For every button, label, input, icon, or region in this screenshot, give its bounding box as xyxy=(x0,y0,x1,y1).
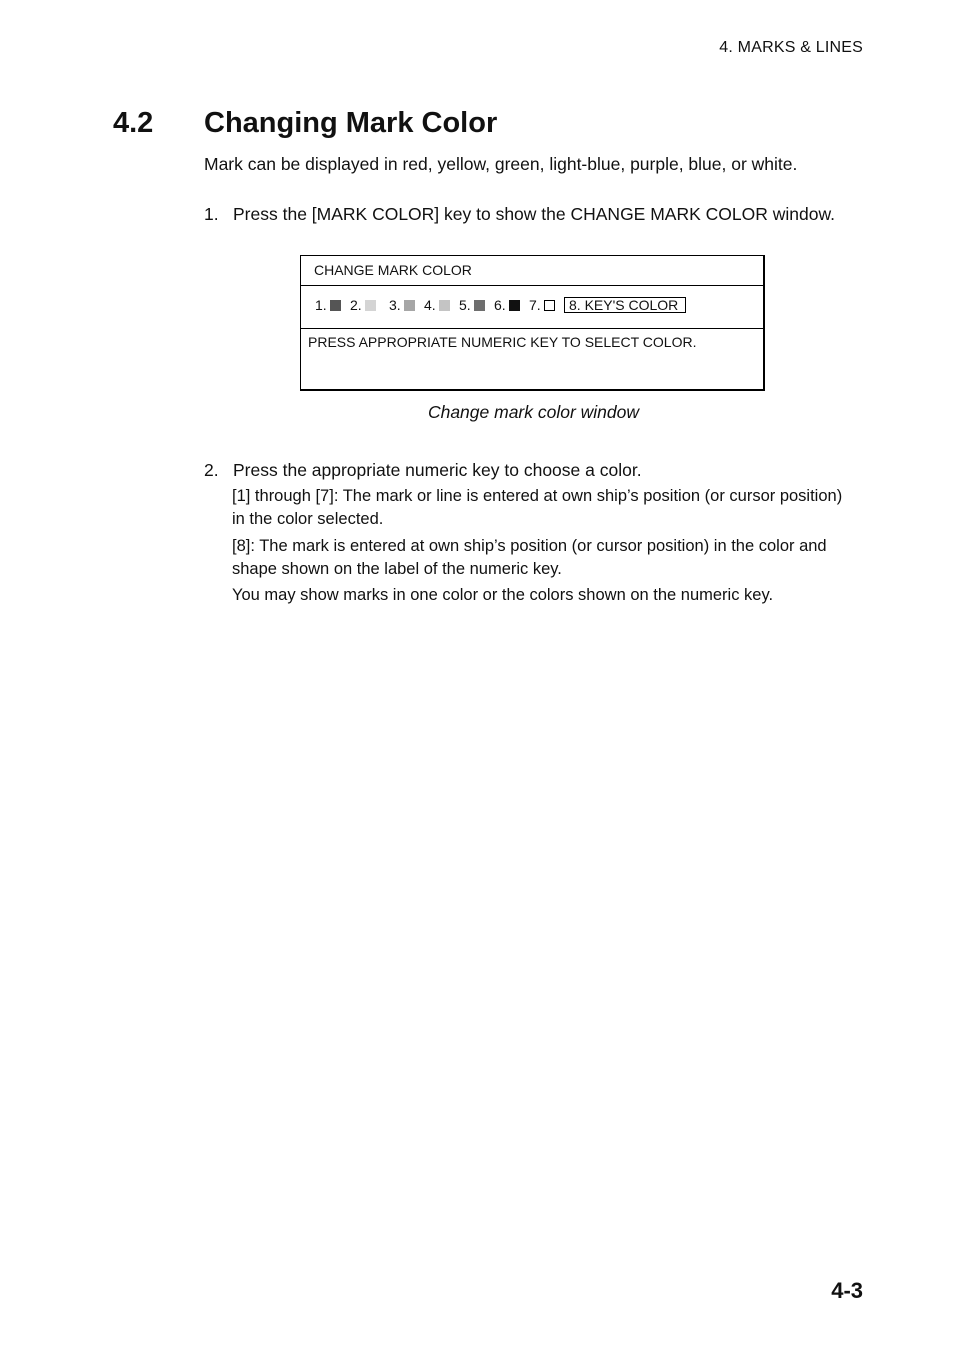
section-number: 4.2 xyxy=(113,107,154,139)
color-options-row xyxy=(301,285,763,329)
color-swatch xyxy=(509,300,520,311)
color-option-2[interactable]: 2. xyxy=(350,297,376,313)
color-swatch xyxy=(439,300,450,311)
color-option-3[interactable]: 3. xyxy=(389,297,415,313)
intro-paragraph: Mark can be displayed in red, yellow, green, light-blue, purple, blue, or white. xyxy=(204,154,798,174)
running-header: 4. MARKS & LINES xyxy=(719,39,863,56)
change-mark-color-window xyxy=(300,255,765,391)
color-option-4[interactable]: 4. xyxy=(424,297,450,313)
step-text: Press the appropriate numeric key to choose a color. xyxy=(233,460,642,480)
color-swatch xyxy=(330,300,341,311)
color-option-5[interactable]: 5. xyxy=(459,297,485,313)
detail-paragraph-2: [8]: The mark is entered at own ship’s position (or cursor position) in the color and shape shown on the label of the numeric key. xyxy=(232,537,827,578)
step-text: Press the [MARK COLOR] key to show the CHANGE MARK COLOR window. xyxy=(233,204,835,224)
color-swatch xyxy=(474,300,485,311)
color-swatch xyxy=(404,300,415,311)
step-number: 2. xyxy=(204,460,219,480)
color-option-6[interactable]: 6. xyxy=(494,297,520,313)
step-1 xyxy=(204,202,844,252)
color-swatch xyxy=(365,300,376,311)
step-2 xyxy=(204,458,844,482)
page-number: 4-3 xyxy=(831,1278,863,1303)
detail-paragraph-3: You may show marks in one color or the colors shown on the numeric key. xyxy=(232,586,774,604)
detail-paragraph-1: [1] through [7]: The mark or line is entered at own ship’s position (or cursor position) in the color selected. xyxy=(232,487,843,528)
window-title: CHANGE MARK COLOR xyxy=(314,262,472,278)
figure-caption: Change mark color window xyxy=(427,402,640,422)
window-prompt: PRESS APPROPRIATE NUMERIC KEY TO SELECT COLOR. xyxy=(308,334,697,350)
section-title: Changing Mark Color xyxy=(204,107,498,139)
color-option-1[interactable]: 1. xyxy=(315,297,341,313)
step-number: 1. xyxy=(204,204,219,224)
keys-color-option[interactable]: 8. KEY'S COLOR xyxy=(564,297,686,313)
color-swatch xyxy=(544,300,555,311)
window-title-bar xyxy=(301,256,763,286)
color-option-7[interactable]: 7. xyxy=(529,297,555,313)
